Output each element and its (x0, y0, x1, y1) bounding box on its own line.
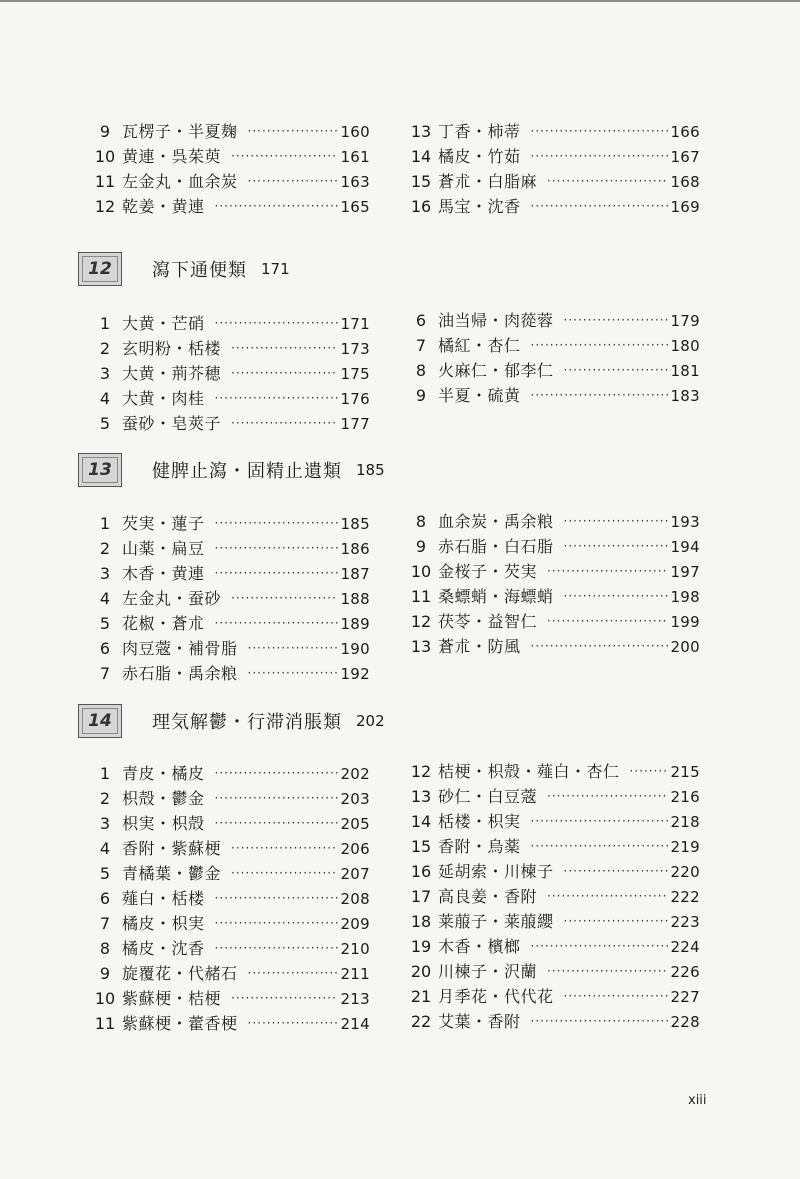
entry-number: 3 (99, 364, 111, 383)
entry-title: 瓦楞子・半夏麹 (122, 122, 238, 141)
leader-dots (248, 961, 339, 986)
toc-entry (88, 886, 370, 911)
leader-dots (547, 959, 668, 984)
entry-page: 185 (340, 515, 370, 533)
toc-entry (404, 959, 700, 984)
leader-dots (531, 194, 669, 219)
toc-entry (88, 611, 370, 636)
toc-entry (404, 333, 700, 358)
entry-number: 7 (99, 914, 111, 933)
entry-page: 198 (670, 588, 700, 606)
entry-page: 193 (670, 513, 700, 531)
entry-title: 芡実・蓮子 (122, 514, 205, 533)
toc-entry (88, 661, 370, 686)
leader-dots (231, 144, 338, 169)
entry-title: 砂仁・白豆蔲 (438, 787, 538, 806)
entry-number: 9 (99, 964, 111, 983)
entry-number: 6 (415, 311, 427, 330)
entry-number: 11 (410, 587, 432, 606)
entry-page: 207 (340, 865, 370, 883)
entry-title: 馬宝・沈香 (438, 197, 521, 216)
entry-number: 10 (94, 989, 116, 1008)
entry-page: 183 (670, 387, 700, 405)
toc-entry (404, 634, 700, 659)
entry-page: 216 (670, 788, 700, 806)
entry-number: 17 (410, 887, 432, 906)
entry-title: 莱菔子・莱菔纓 (438, 912, 554, 931)
leader-dots (215, 786, 339, 811)
entry-page: 211 (340, 965, 370, 983)
toc-entry (88, 586, 370, 611)
leader-dots (215, 511, 339, 536)
entry-title: 半夏・硫黄 (438, 386, 521, 405)
toc-entry (88, 386, 370, 411)
leader-dots (547, 559, 668, 584)
entry-page: 227 (670, 988, 700, 1006)
entry-number: 13 (410, 122, 432, 141)
entry-page: 214 (340, 1015, 370, 1033)
entry-title: 蒼朮・防風 (438, 637, 521, 656)
entry-page: 223 (670, 913, 700, 931)
entry-number: 1 (99, 314, 111, 333)
section-13-left-list (88, 511, 370, 686)
entry-page: 168 (670, 173, 700, 191)
entry-page: 219 (670, 838, 700, 856)
entry-number: 10 (410, 562, 432, 581)
leader-dots (630, 759, 669, 784)
toc-entry (88, 169, 370, 194)
toc-entry (404, 383, 700, 408)
entry-page: 163 (340, 173, 370, 191)
toc-entry (88, 986, 370, 1011)
entry-page: 203 (340, 790, 370, 808)
entry-number: 3 (99, 564, 111, 583)
leader-dots (248, 169, 339, 194)
section-14-right-list (404, 759, 700, 1034)
toc-entry (88, 119, 370, 144)
entry-number: 18 (410, 912, 432, 931)
entry-title: 旋覆花・代赭石 (122, 964, 238, 983)
toc-entry (404, 509, 700, 534)
leader-dots (231, 411, 338, 436)
leader-dots (248, 119, 339, 144)
entry-page: 188 (340, 590, 370, 608)
entry-page: 206 (340, 840, 370, 858)
leader-dots (531, 934, 669, 959)
entry-title: 紫蘇梗・藿香梗 (122, 1014, 238, 1033)
leader-dots (231, 586, 338, 611)
top-left-list (88, 119, 370, 219)
section-14-left-list (88, 761, 370, 1036)
leader-dots (531, 634, 669, 659)
leader-dots (248, 661, 339, 686)
entry-number: 9 (415, 537, 427, 556)
entry-page: 218 (670, 813, 700, 831)
toc-entry (404, 584, 700, 609)
entry-page: 169 (670, 198, 700, 216)
entry-page: 176 (340, 390, 370, 408)
entry-number: 21 (410, 987, 432, 1006)
entry-number: 8 (415, 512, 427, 531)
entry-number: 19 (410, 937, 432, 956)
entry-number: 4 (99, 389, 111, 408)
toc-entry (404, 984, 700, 1009)
entry-title: 蒼朮・白脂麻 (438, 172, 538, 191)
entry-title: 香附・烏薬 (438, 837, 521, 856)
toc-entry (404, 859, 700, 884)
entry-number: 2 (99, 339, 111, 358)
entry-number: 1 (99, 764, 111, 783)
entry-title: 延胡索・川楝子 (438, 862, 554, 881)
entry-page: 175 (340, 365, 370, 383)
toc-entry (404, 809, 700, 834)
entry-number: 20 (410, 962, 432, 981)
leader-dots (564, 509, 669, 534)
entry-page: 173 (340, 340, 370, 358)
section-12-left-list (88, 311, 370, 436)
entry-number: 13 (410, 637, 432, 656)
toc-entry (88, 361, 370, 386)
entry-number: 5 (99, 614, 111, 633)
entry-page: 224 (670, 938, 700, 956)
entry-title: 青皮・橘皮 (122, 764, 205, 783)
entry-number: 3 (99, 814, 111, 833)
entry-number: 12 (94, 197, 116, 216)
entry-title: 橘皮・沈香 (122, 939, 205, 958)
entry-number: 6 (99, 639, 111, 658)
entry-page: 177 (340, 415, 370, 433)
toc-entry (404, 119, 700, 144)
entry-page: 200 (670, 638, 700, 656)
entry-number: 12 (410, 612, 432, 631)
toc-entry (404, 934, 700, 959)
entry-page: 199 (670, 613, 700, 631)
entry-number: 1 (99, 514, 111, 533)
entry-number: 9 (99, 122, 111, 141)
entry-page: 160 (340, 123, 370, 141)
entry-number: 5 (99, 414, 111, 433)
entry-page: 197 (670, 563, 700, 581)
entry-title: 橘皮・竹茹 (438, 147, 521, 166)
entry-title: 赤石脂・禹余粮 (122, 664, 238, 683)
entry-page: 194 (670, 538, 700, 556)
entry-title: 火麻仁・郁李仁 (438, 361, 554, 380)
toc-entry (88, 1011, 370, 1036)
top-right-list (404, 119, 700, 219)
leader-dots (531, 333, 669, 358)
entry-number: 7 (99, 664, 111, 683)
section-12-right-list (404, 308, 700, 408)
page-top-edge (0, 0, 800, 2)
entry-page: 166 (670, 123, 700, 141)
leader-dots (231, 336, 338, 361)
section-number-badge: 12 (78, 252, 122, 286)
entry-page: 226 (670, 963, 700, 981)
leader-dots (547, 784, 668, 809)
toc-entry (404, 1009, 700, 1034)
section-heading-12 (78, 251, 290, 287)
toc-entry (88, 144, 370, 169)
entry-number: 16 (410, 197, 432, 216)
entry-page: 180 (670, 337, 700, 355)
section-page: 171 (261, 260, 290, 278)
entry-number: 2 (99, 789, 111, 808)
leader-dots (215, 536, 339, 561)
toc-entry (404, 534, 700, 559)
section-number-badge: 13 (78, 453, 122, 487)
entry-title: 橘紅・杏仁 (438, 336, 521, 355)
entry-title: 紫蘇梗・桔梗 (122, 989, 222, 1008)
toc-entry (88, 936, 370, 961)
leader-dots (215, 911, 339, 936)
leader-dots (531, 383, 669, 408)
section-heading-13 (78, 452, 385, 488)
entry-title: 艾葉・香附 (438, 1012, 521, 1031)
entry-number: 9 (415, 386, 427, 405)
entry-title: 桑螵蛸・海螵蛸 (438, 587, 554, 606)
entry-title: 肉豆蔲・補骨脂 (122, 639, 238, 658)
entry-number: 15 (410, 837, 432, 856)
section-title: 理気解鬱・行滞消脹類 (152, 712, 342, 733)
entry-number: 2 (99, 539, 111, 558)
entry-title: 茯苓・益智仁 (438, 612, 538, 631)
entry-title: 左金丸・血余炭 (122, 172, 238, 191)
toc-entry (88, 811, 370, 836)
entry-page: 187 (340, 565, 370, 583)
leader-dots (215, 386, 339, 411)
leader-dots (564, 308, 669, 333)
toc-entry (404, 144, 700, 169)
section-13-right-list (404, 509, 700, 659)
entry-page: 228 (670, 1013, 700, 1031)
entry-title: 油当帰・肉蓯蓉 (438, 311, 554, 330)
entry-page: 222 (670, 888, 700, 906)
entry-number: 14 (410, 812, 432, 831)
entry-page: 189 (340, 615, 370, 633)
toc-entry (404, 909, 700, 934)
entry-title: 高良姜・香附 (438, 887, 538, 906)
entry-title: 橘皮・枳実 (122, 914, 205, 933)
entry-page: 208 (340, 890, 370, 908)
entry-page: 202 (340, 765, 370, 783)
entry-number: 4 (99, 839, 111, 858)
entry-number: 7 (415, 336, 427, 355)
leader-dots (531, 834, 669, 859)
entry-page: 186 (340, 540, 370, 558)
toc-entry (88, 961, 370, 986)
entry-number: 8 (415, 361, 427, 380)
entry-number: 10 (94, 147, 116, 166)
entry-page: 179 (670, 312, 700, 330)
entry-title: 黄連・呉茱萸 (122, 147, 222, 166)
entry-number: 14 (410, 147, 432, 166)
toc-entry (404, 358, 700, 383)
leader-dots (215, 886, 339, 911)
toc-entry (88, 761, 370, 786)
section-page: 202 (356, 712, 385, 730)
toc-entry (88, 411, 370, 436)
toc-entry (404, 308, 700, 333)
leader-dots (215, 761, 339, 786)
entry-number: 11 (94, 172, 116, 191)
entry-title: 赤石脂・白石脂 (438, 537, 554, 556)
leader-dots (531, 809, 669, 834)
entry-title: 大黄・芒硝 (122, 314, 205, 333)
entry-page: 213 (340, 990, 370, 1008)
leader-dots (215, 561, 339, 586)
entry-page: 220 (670, 863, 700, 881)
leader-dots (215, 936, 339, 961)
section-title: 瀉下通便類 (152, 260, 247, 281)
entry-number: 15 (410, 172, 432, 191)
leader-dots (248, 1011, 339, 1036)
entry-title: 桔梗・枳殻・薤白・杏仁 (438, 762, 620, 781)
toc-entry (404, 169, 700, 194)
entry-number: 11 (94, 1014, 116, 1033)
toc-entry (404, 834, 700, 859)
entry-title: 玄明粉・栝楼 (122, 339, 222, 358)
entry-page: 161 (340, 148, 370, 166)
entry-title: 枳実・枳殻 (122, 814, 205, 833)
toc-entry (88, 911, 370, 936)
toc-entry (404, 884, 700, 909)
toc-entry (88, 311, 370, 336)
entry-page: 192 (340, 665, 370, 683)
leader-dots (547, 169, 668, 194)
section-page: 185 (356, 461, 385, 479)
leader-dots (231, 361, 338, 386)
entry-page: 215 (670, 763, 700, 781)
toc-entry (88, 336, 370, 361)
leader-dots (531, 119, 669, 144)
entry-title: 青橘葉・鬱金 (122, 864, 222, 883)
entry-title: 丁香・柿蒂 (438, 122, 521, 141)
entry-title: 左金丸・蚕砂 (122, 589, 222, 608)
entry-title: 香附・紫蘇梗 (122, 839, 222, 858)
entry-title: 血余炭・禹余粮 (438, 512, 554, 531)
entry-number: 12 (410, 762, 432, 781)
leader-dots (564, 859, 669, 884)
entry-page: 210 (340, 940, 370, 958)
entry-title: 薤白・栝楼 (122, 889, 205, 908)
toc-entry (88, 536, 370, 561)
toc-entry (88, 836, 370, 861)
entry-title: 大黄・荊芥穂 (122, 364, 222, 383)
page-number: xiii (688, 1093, 707, 1108)
toc-entry (88, 636, 370, 661)
entry-title: 木香・黄連 (122, 564, 205, 583)
entry-page: 167 (670, 148, 700, 166)
leader-dots (564, 584, 669, 609)
entry-title: 乾姜・黄連 (122, 197, 205, 216)
toc-entry (404, 784, 700, 809)
toc-entry (88, 561, 370, 586)
entry-title: 蚕砂・皂莢子 (122, 414, 222, 433)
leader-dots (248, 636, 339, 661)
toc-entry (88, 861, 370, 886)
entry-title: 大黄・肉桂 (122, 389, 205, 408)
entry-title: 月季花・代代花 (438, 987, 554, 1006)
leader-dots (531, 1009, 669, 1034)
entry-page: 209 (340, 915, 370, 933)
leader-dots (231, 861, 338, 886)
entry-page: 190 (340, 640, 370, 658)
section-number-badge: 14 (78, 704, 122, 738)
entry-title: 枳殻・鬱金 (122, 789, 205, 808)
section-title: 健脾止瀉・固精止遺類 (152, 461, 342, 482)
toc-entry (404, 609, 700, 634)
entry-title: 山薬・扁豆 (122, 539, 205, 558)
leader-dots (215, 811, 339, 836)
toc-entry (88, 194, 370, 219)
entry-number: 5 (99, 864, 111, 883)
leader-dots (564, 358, 669, 383)
entry-number: 16 (410, 862, 432, 881)
entry-title: 花椒・蒼朮 (122, 614, 205, 633)
section-heading-14 (78, 703, 385, 739)
entry-number: 22 (410, 1012, 432, 1031)
leader-dots (231, 986, 338, 1011)
toc-entry (88, 511, 370, 536)
entry-title: 木香・檳榔 (438, 937, 521, 956)
leader-dots (231, 836, 338, 861)
entry-page: 181 (670, 362, 700, 380)
entry-title: 栝楼・枳実 (438, 812, 521, 831)
leader-dots (531, 144, 669, 169)
entry-page: 165 (340, 198, 370, 216)
toc-entry (404, 559, 700, 584)
leader-dots (215, 194, 339, 219)
entry-page: 171 (340, 315, 370, 333)
entry-title: 川楝子・沢蘭 (438, 962, 538, 981)
entry-number: 13 (410, 787, 432, 806)
entry-page: 205 (340, 815, 370, 833)
toc-entry (404, 194, 700, 219)
entry-number: 8 (99, 939, 111, 958)
leader-dots (547, 609, 668, 634)
leader-dots (564, 534, 669, 559)
leader-dots (547, 884, 668, 909)
leader-dots (564, 909, 669, 934)
toc-entry (88, 786, 370, 811)
entry-title: 金桜子・芡実 (438, 562, 538, 581)
entry-number: 4 (99, 589, 111, 608)
entry-number: 6 (99, 889, 111, 908)
leader-dots (215, 611, 339, 636)
toc-entry (404, 759, 700, 784)
leader-dots (564, 984, 669, 1009)
leader-dots (215, 311, 339, 336)
